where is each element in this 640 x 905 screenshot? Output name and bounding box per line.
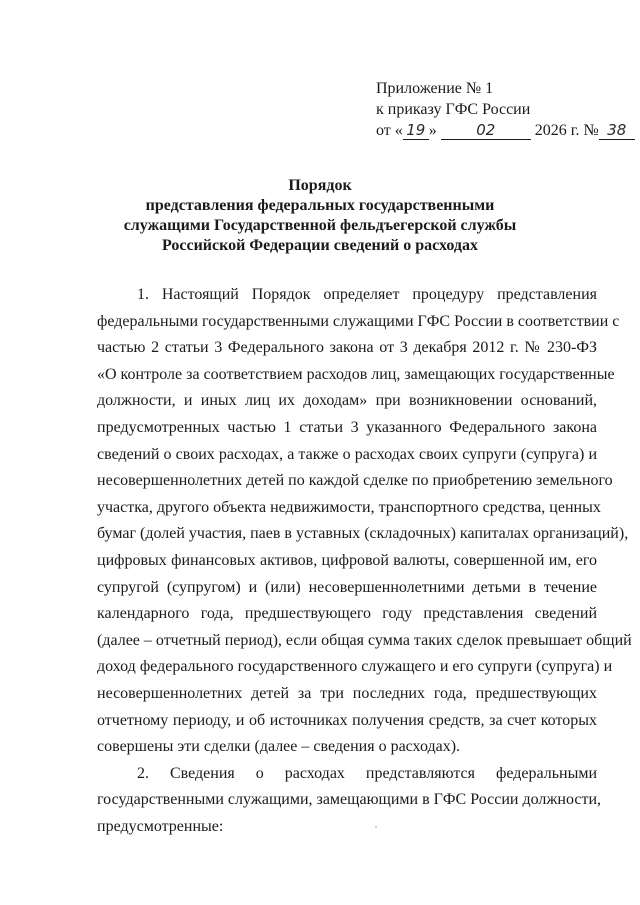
appendix-title: Приложение № 1 [376,80,494,97]
document-title [60,176,580,256]
paragraph-line: сведений о своих расходах, а также о расходах своих супруги (супруга) и [97,445,597,463]
paragraph-line: (далее – отчетный период), если общая сумма таких сделок превышает общий [97,631,632,649]
date-prefix: от « [376,122,403,139]
paragraph-line: 1. Настоящий Порядок определяет процедуру представления [137,286,597,303]
paragraph-line: предусмотренных частью 1 статьи 3 указанного Федерального закона [97,418,597,436]
paragraph-line: государственными служащими, замещающими в ГФС России должности, [97,791,602,809]
handwritten-day: 19 [403,122,429,140]
appendix-header [376,78,635,141]
handwritten-order-number: 38 [599,122,635,140]
paragraph-line: отчетному периоду, и об источниках получения средств, за счет которых [97,711,597,729]
appendix-order-ref: к приказу ГФС России [376,101,531,118]
title-line-1: Порядок [288,177,352,194]
appendix-date-line [376,120,635,141]
paragraph-line: совершены эти сделки (далее – сведения о расходах). [97,738,461,756]
paragraph-line: участка, другого объекта недвижимости, транспортного средства, ценных [97,498,601,516]
handwritten-month: 02 [441,122,531,140]
paragraph-line: бумаг (долей участия, паев в уставных (складочных) капиталах организаций), [97,525,629,543]
date-year: 2026 г. № [534,122,599,139]
paragraph-line: календарного года, предшествующего году представления сведений [97,605,597,623]
title-line-4: Российской Федерации сведений о расходах [161,237,479,254]
paragraph-line: федеральными государственными служащими ГФС России в соответствии с [97,312,620,330]
paragraph-2 [97,761,602,841]
document-body [97,282,632,840]
paragraph-line: частью 2 статьи 3 Федерального закона от 3 декабря 2012 г. № 230-ФЗ [97,339,597,357]
date-mid: » [428,122,437,139]
paragraph-line: супругой (супругом) и (или) несовершеннолетними детьми в течение [97,578,597,596]
scan-speck [375,826,377,828]
paragraph-line: 2. Сведения о расходах представляются федеральными [137,764,597,782]
paragraph-line: предусмотренные: [97,817,224,835]
paragraph-line: несовершеннолетних детей за три последних года, предшествующих [97,684,597,702]
paragraph-line: должности, и иных лиц их доходам» при возникновении оснований, [97,392,597,410]
paragraph-line: «О контроле за соответствием расходов лиц, замещающих государственные [97,365,615,383]
paragraph-line: доход федерального государственного служащего и его супруги (супруга) и [97,658,613,676]
paragraph-line: цифровых финансовых активов, цифровой валюты, совершенной им, его [97,551,597,569]
title-line-3: служащими Государственной фельдъегерской службы [123,217,517,234]
paragraph-line: несовершеннолетних детей по каждой сделке по приобретению земельного [97,472,613,490]
title-line-2: представления федеральных государственными [145,197,495,214]
paragraph-1 [97,282,632,761]
